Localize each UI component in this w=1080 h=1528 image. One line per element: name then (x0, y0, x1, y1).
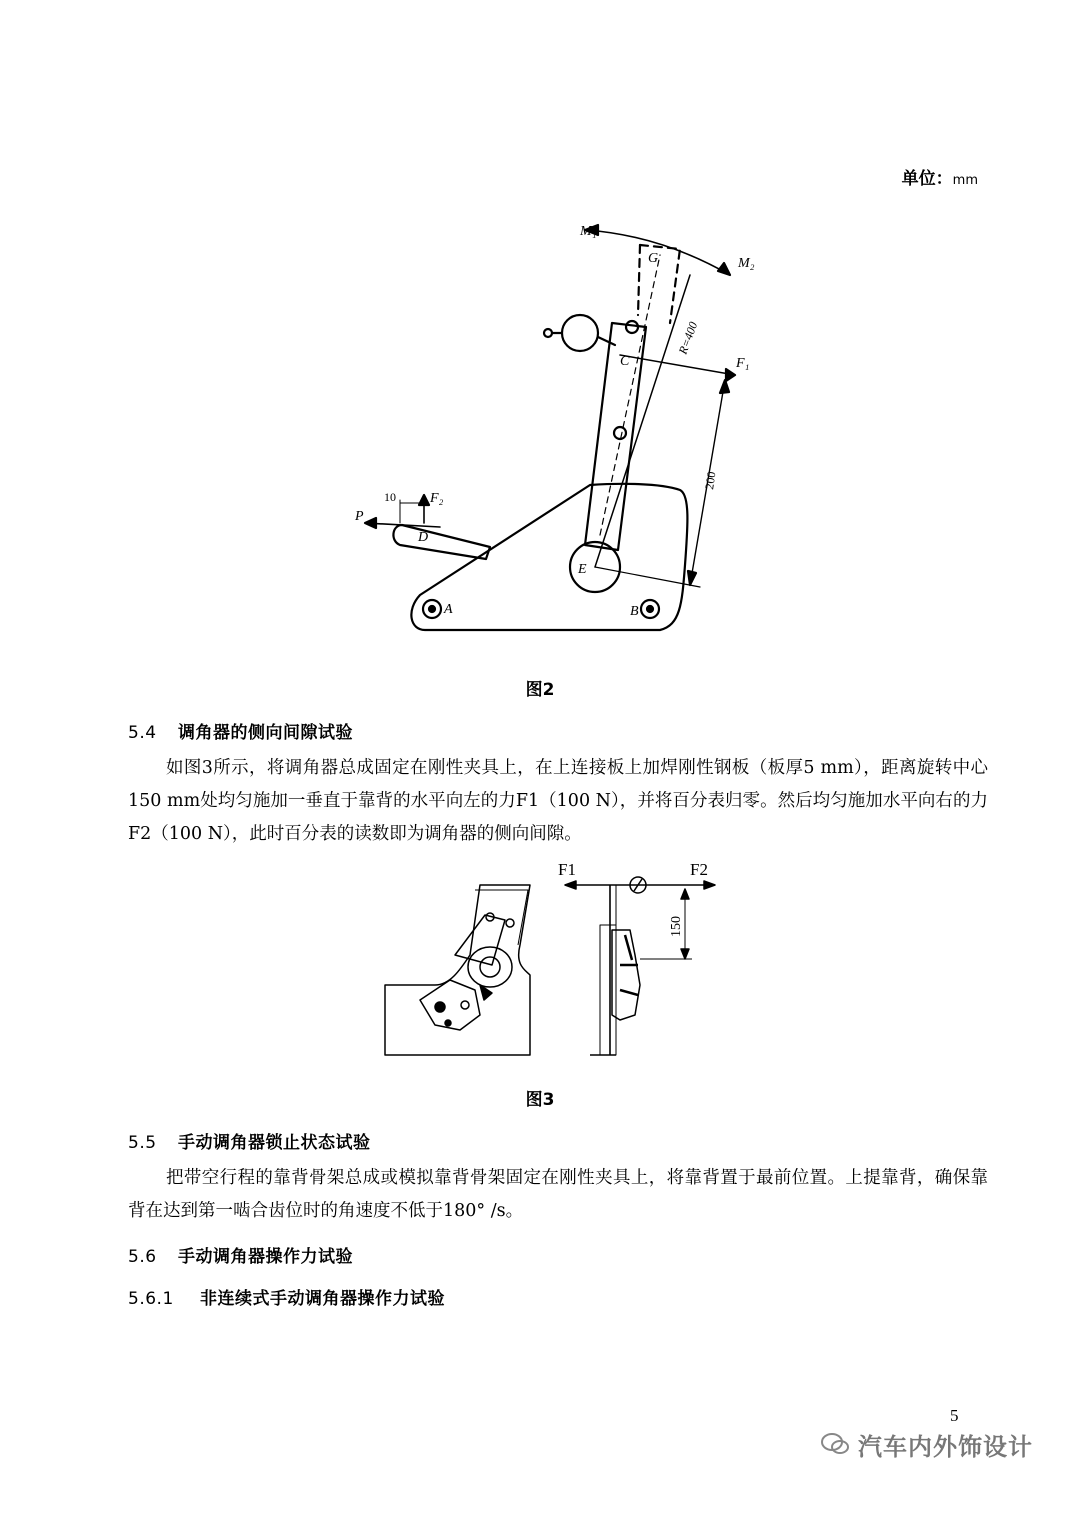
handle (393, 525, 490, 559)
watermark-text: 汽车内外饰设计 (858, 1432, 1033, 1461)
figure-2-caption: 图2 (525, 680, 555, 700)
label-150: 150 (669, 916, 684, 937)
label-b: B (630, 604, 639, 619)
label-g: G (648, 251, 659, 266)
label-m1: M₁ (580, 224, 597, 239)
label-d: D (418, 530, 429, 545)
watermark (820, 1422, 1060, 1466)
section-5-6-heading: 5.6 手动调角器操作力试验 (128, 1247, 353, 1267)
label-e: E (578, 562, 587, 577)
unit-label: 单位：mm (901, 169, 978, 189)
figure-2-diagram (340, 205, 780, 645)
label-10: 10 (384, 490, 396, 504)
label-f2: F₂ (430, 491, 444, 506)
figure-3-diagram (380, 855, 740, 1060)
label-p: P (355, 509, 364, 524)
page-number: 5 (950, 1406, 959, 1425)
label-m2: M₂ (738, 256, 755, 271)
label-200: 200 (702, 470, 719, 491)
label-f1: F1 (558, 860, 576, 879)
section-5-5-heading: 5.5 手动调角器锁止状态试验 (128, 1133, 371, 1153)
figure-3-caption: 图3 (525, 1090, 555, 1110)
recliner-mechanism (468, 947, 512, 987)
dial-gauge (562, 315, 598, 351)
section-5-4-body: 如图3所示，将调角器总成固定在刚性夹具上，在上连接板上加焊刚性钢板（板厚5 mm），距离旋转中心150 mm处均匀施加一垂直于靠背的水平向左的力F1（100 N），并将百分表归零。然后均匀施加水平向右的力F2（100 N），此时百分表的读数即为调角器的侧向间隙。 (128, 758, 988, 844)
label-r: R=400 (675, 319, 701, 357)
label-a: A (444, 602, 453, 617)
section-5-4-heading: 5.4 调角器的侧向间隙试验 (128, 723, 353, 743)
label-c: C (620, 354, 630, 369)
section-5-6-1-heading: 5.6.1 非连续式手动调角器操作力试验 (128, 1289, 445, 1309)
wechat-icon (820, 1431, 850, 1457)
label-f1: F₁ (736, 356, 750, 371)
section-5-5-body: 把带空行程的靠背骨架总成或模拟靠背骨架固定在刚性夹具上，将靠背置于最前位置。上提靠背，确保靠背在达到第一啮合齿位时的角速度不低于180° /s。 (128, 1168, 988, 1221)
label-f2: F2 (690, 860, 708, 879)
